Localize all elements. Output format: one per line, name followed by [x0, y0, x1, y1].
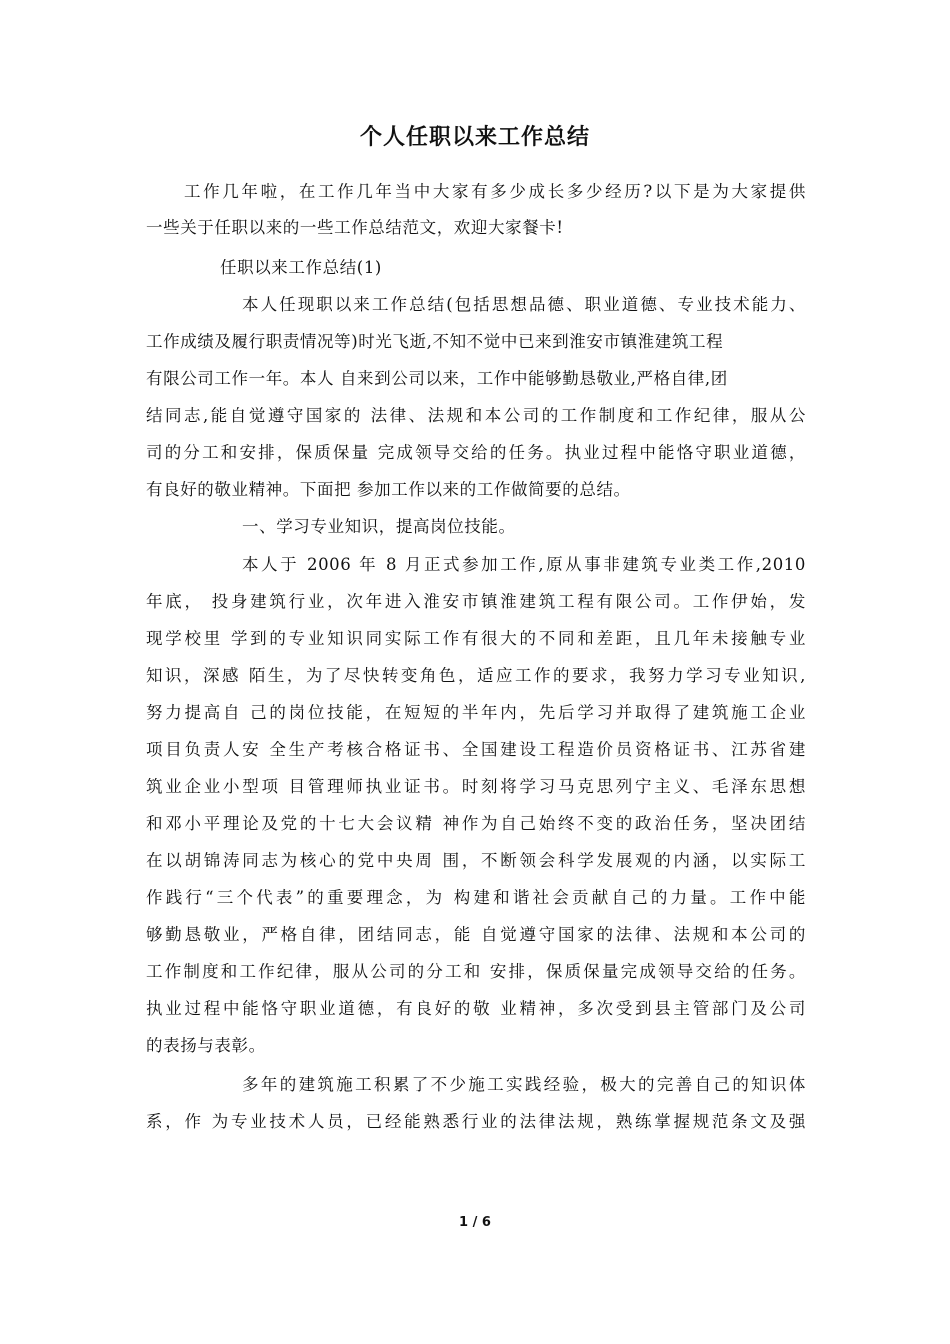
- paragraph-line: 年底， 投身建筑行业，次年进入淮安市镇淮建筑工程有限公司。工作伊始，发: [146, 592, 806, 611]
- paragraph-line: 够勤恳敬业，严格自律，团结同志，能 自觉遵守国家的法律、法规和本公司的: [146, 925, 806, 944]
- paragraph-line: 有限公司工作一年。本人 自来到公司以来，工作中能够勤恳敬业,严格自律,团: [146, 369, 728, 388]
- paragraph-line: 系，作 为专业技术人员，已经能熟悉行业的法律法规，熟练掌握规范条文及强: [146, 1112, 806, 1131]
- paragraph-line: 知识，深感 陌生，为了尽快转变角色，适应工作的要求，我努力学习专业知识,: [146, 666, 806, 685]
- paragraph-line: 有良好的敬业精神。下面把 参加工作以来的工作做简要的总结。: [146, 480, 631, 499]
- document-title: 个人任职以来工作总结: [359, 125, 590, 150]
- intro-line-2: 一些关于任职以来的一些工作总结范文，欢迎大家餐卡!: [146, 218, 564, 237]
- paragraph-line: 结同志,能自觉遵守国家的 法律、法规和本公司的工作制度和工作纪律，服从公: [146, 406, 806, 425]
- paragraph-line: 现学校里 学到的专业知识同实际工作有很大的不同和差距，且几年未接触专业: [146, 629, 806, 648]
- paragraph-line: 项目负责人安 全生产考核合格证书、全国建设工程造价员资格证书、江苏省建: [146, 740, 806, 759]
- paragraph-line: 工作制度和工作纪律，服从公司的分工和 安排，保质保量完成领导交给的任务。: [146, 962, 806, 981]
- paragraph-line: 在以胡锦涛同志为核心的党中央周 围，不断领会科学发展观的内涵，以实际工: [146, 851, 806, 870]
- paragraph-line: 本人任现职以来工作总结(包括思想品德、职业道德、专业技术能力、: [242, 295, 806, 314]
- paragraph-line: 努力提高自 己的岗位技能，在短短的半年内，先后学习并取得了建筑施工企业: [146, 703, 806, 722]
- section-heading-1: 任职以来工作总结(1): [220, 258, 382, 277]
- paragraph-line: 本人于 2006 年 8 月正式参加工作,原从事非建筑专业类工作,2010: [242, 555, 806, 574]
- paragraph-line: 筑业企业小型项 目管理师执业证书。时刻将学习马克思列宁主义、毛泽东思想: [146, 777, 806, 796]
- paragraph-line: 和邓小平理论及党的十七大会议精 神作为自己始终不变的政治任务，坚决团结: [146, 814, 806, 833]
- section-heading-2: 一、学习专业知识，提高岗位技能。: [242, 517, 516, 536]
- page-number: 1 / 6: [459, 1215, 491, 1230]
- paragraph-line: 司的分工和安排，保质保量 完成领导交给的任务。执业过程中能恪守职业道德，: [146, 443, 806, 462]
- paragraph-line: 的表扬与表彰。: [146, 1036, 266, 1055]
- paragraph-line: 多年的建筑施工积累了不少施工实践经验，极大的完善自己的知识体: [242, 1075, 806, 1094]
- paragraph-line: 工作成绩及履行职责情况等)时光飞逝,不知不觉中已来到淮安市镇淮建筑工程: [146, 332, 724, 351]
- paragraph-line: 执业过程中能恪守职业道德，有良好的敬 业精神，多次受到县主管部门及公司: [146, 999, 806, 1018]
- intro-line-1: 工作几年啦，在工作几年当中大家有多少成长多少经历?以下是为大家提供: [184, 182, 806, 201]
- paragraph-line: 作践行“三个代表”的重要理念，为 构建和谐社会贡献自己的力量。工作中能: [146, 888, 806, 907]
